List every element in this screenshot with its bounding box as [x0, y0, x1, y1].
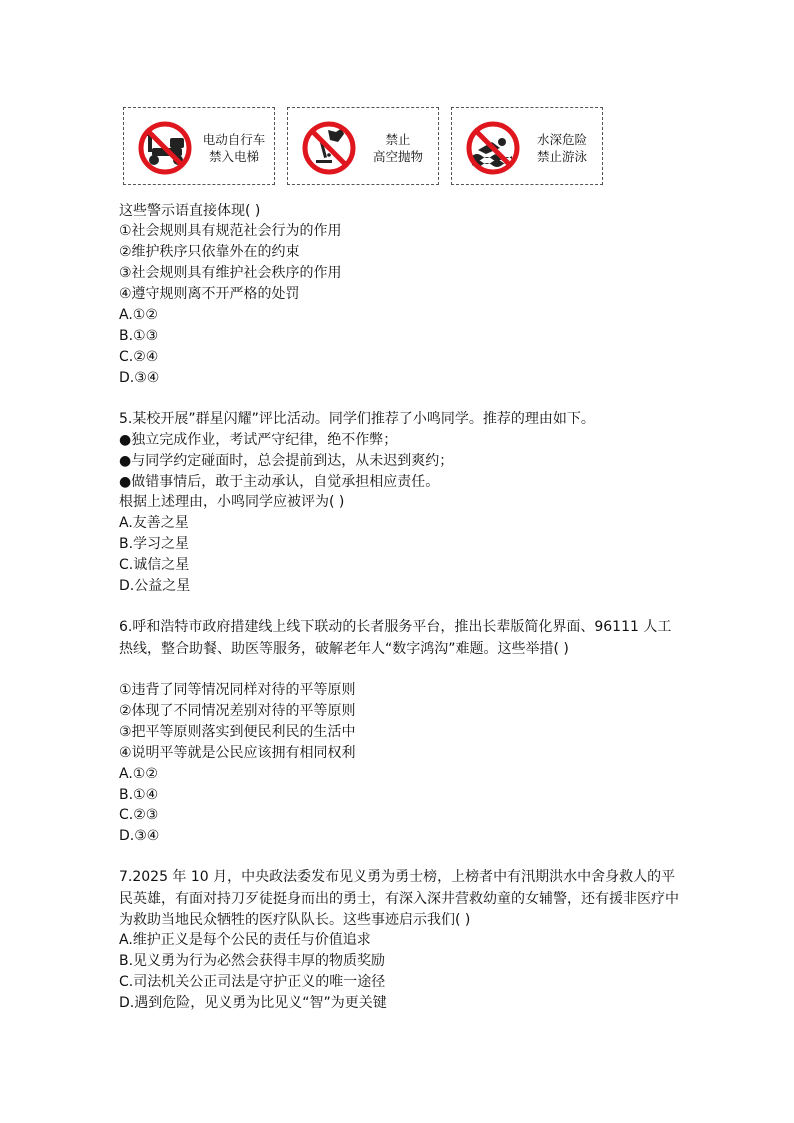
q6-statement: ③把平等原则落实到便民利民的生活中	[119, 724, 356, 740]
q4-statement: ①社会规则具有规范社会行为的作用	[119, 223, 342, 239]
sign-ebike-line1: 电动自行车	[202, 132, 266, 147]
q5-option-c: C.诚信之星	[119, 557, 190, 573]
q5-option-a: A.友善之星	[119, 515, 189, 531]
q4-option-b: B.①③	[119, 328, 159, 344]
no-swimming-icon	[462, 120, 524, 176]
q5-bullet: ●独立完成作业，考试严守纪律，绝不作弊；	[119, 432, 398, 448]
sign-throwing-line1: 禁止	[385, 132, 411, 147]
q6-option-d: D.③④	[119, 828, 160, 844]
sign-swimming-text	[522, 131, 602, 165]
q7-option-c: C.司法机关公正司法是守护正义的唯一途径	[119, 974, 386, 990]
q5-option-d: D.公益之星	[119, 578, 191, 594]
sign-swimming-line1: 水深危险	[536, 132, 587, 147]
q7-option-a: A.维护正义是每个公民的责任与价值追求	[119, 932, 371, 948]
q5-bullet: ●做错事情后，敢于主动承认，自觉承担相应责任。	[119, 474, 440, 490]
sign-throwing-text	[358, 131, 438, 165]
q6-stem: 6.呼和浩特市政府措建线上线下联动的长者服务平台，推出长辈版简化界面、96111 人工热线，整合助餐、助医等服务，破解老年人“数字鸿沟”难题。这些举措( )	[119, 619, 672, 657]
q4-option-d: D.③④	[119, 370, 160, 386]
q4-option-c: C.②④	[119, 349, 159, 365]
no-ebike-elevator-icon	[134, 120, 196, 176]
sign-ebike-text	[194, 131, 274, 165]
q6-statement: ④说明平等就是公民应该拥有相同权利	[119, 745, 356, 761]
q4-option-a: A.①②	[119, 307, 158, 323]
q5-bullet: ●与同学约定碰面时，总会提前到达，从未迟到爽约；	[119, 453, 454, 469]
q6-statement: ②体现了不同情况差别对待的平等原则	[119, 703, 356, 719]
q6-option-a: A.①②	[119, 766, 158, 782]
q6-option-c: C.②③	[119, 807, 159, 823]
q5-option-b: B.学习之星	[119, 536, 190, 552]
q4-statement: ②维护秩序只依靠外在的约束	[119, 244, 300, 260]
q7-option-b: B.见义勇为行为必然会获得丰厚的物质奖励	[119, 953, 386, 969]
q4-statement: ④遵守规则离不开严格的处罚	[119, 286, 300, 302]
q7-option-d: D.遇到危险，见义勇为比见义“智”为更关键	[119, 995, 387, 1011]
q6-option-b: B.①④	[119, 787, 159, 803]
q6-statement: ①违背了同等情况同样对待的平等原则	[119, 682, 356, 698]
sign-swimming	[451, 107, 603, 185]
sign-ebike	[123, 107, 275, 185]
q4-stem: 这些警示语直接体现( )	[119, 203, 261, 219]
sign-throwing	[287, 107, 439, 185]
sign-swimming-line2: 禁止游泳	[536, 149, 587, 164]
q5-question: 根据上述理由，小鸣同学应被评为( )	[119, 494, 345, 510]
q5-stem: 5.某校开展”群星闪耀”评比活动。同学们推荐了小鸣同学。推荐的理由如下。	[119, 411, 595, 427]
sign-throwing-line2: 高空抛物	[372, 149, 423, 164]
sign-ebike-line2: 禁入电梯	[208, 149, 259, 164]
no-throwing-objects-icon	[298, 120, 360, 176]
q4-statement: ③社会规则具有维护社会秩序的作用	[119, 265, 342, 281]
q7-stem: 7.2025 年 10 月，中央政法委发布见义勇为勇士榜，上榜者中有汛期洪水中舍身救人的平民英雄，有面对持刀歹徒挺身而出的勇士，有深入深井营救幼童的女辅警，还有援非医疗中为救助当地民众牺牲的医疗队队长。这些事迹启示我们( )	[119, 869, 679, 928]
